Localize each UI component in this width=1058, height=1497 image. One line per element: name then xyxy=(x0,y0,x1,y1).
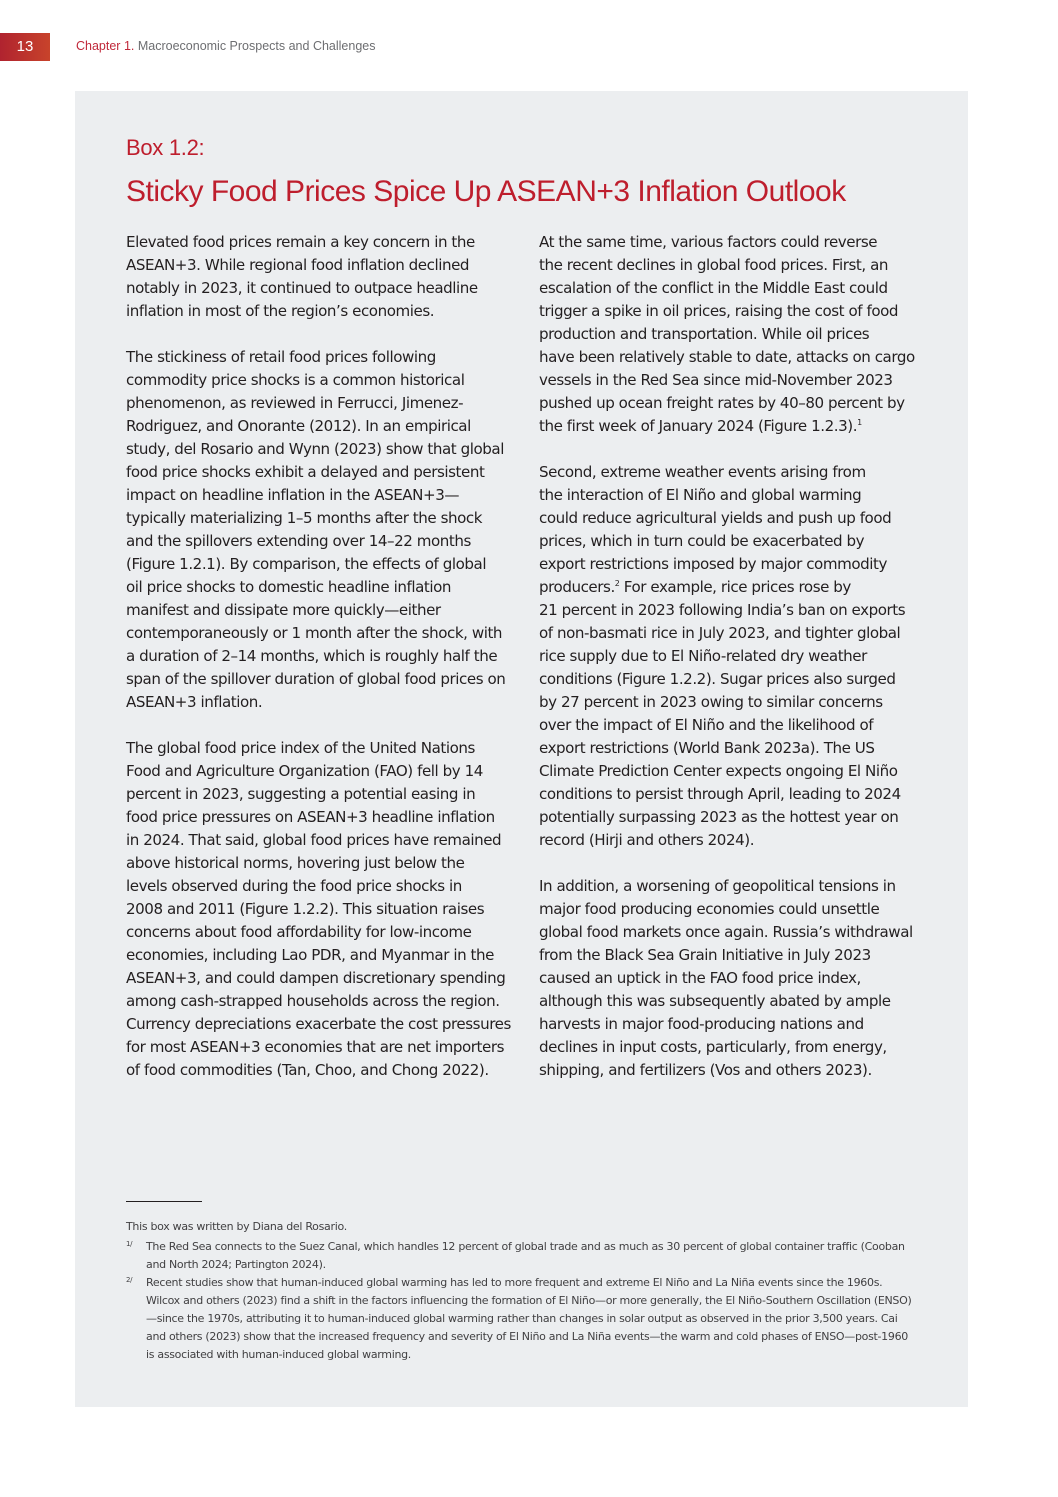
text-line: 2008 and 2011 (Figure 1.2.2). This situation raises xyxy=(126,900,485,918)
footnote-mark: 1/ xyxy=(126,1240,133,1248)
running-header xyxy=(76,39,375,53)
text-line: of non-basmati rice in July 2023, and tighter global xyxy=(539,624,901,642)
text-line: contemporaneously or 1 month after the shock, with xyxy=(126,624,503,642)
text-line: over the impact of El Niño and the likelihood of xyxy=(539,716,874,734)
author-credit: This box was written by Diana del Rosario. xyxy=(126,1220,347,1233)
text-line: span of the spillover duration of global food prices on xyxy=(126,670,506,688)
text-line: could reduce agricultural yields and push up food xyxy=(539,509,892,527)
text-line: conditions (Figure 1.2.2). Sugar prices also surged xyxy=(539,670,896,688)
text-line: At the same time, various factors could reverse xyxy=(539,233,878,251)
text-line: and the spillovers extending over 14–22 months xyxy=(126,532,471,550)
text-line: food price pressures on ASEAN+3 headline inflation xyxy=(126,808,495,826)
text-line: the interaction of El Niño and global warming xyxy=(539,486,862,504)
text-line: declines in input costs, particularly, from energy, xyxy=(539,1038,887,1056)
text-line: Climate Prediction Center expects ongoing El Niño xyxy=(539,762,898,780)
text-line: commodity price shocks is a common historical xyxy=(126,371,465,389)
text-line: ASEAN+3. While regional food inflation declined xyxy=(126,256,470,274)
text-line: oil price shocks to domestic headline inflation xyxy=(126,578,451,596)
text-line: in 2024. That said, global food prices have remained xyxy=(126,831,502,849)
left-column xyxy=(126,231,511,1105)
text-line: major food producing economies could unsettle xyxy=(539,900,880,918)
text-line: ASEAN+3, and could dampen discretionary spending xyxy=(126,969,506,987)
text-line: Rodriguez, and Onorante (2012). In an empirical xyxy=(126,417,471,435)
paragraph xyxy=(126,231,506,323)
text-line: Elevated food prices remain a key concern in the xyxy=(126,233,475,251)
text-line: above historical norms, hovering just below the xyxy=(126,854,465,872)
text-line: vessels in the Red Sea since mid-November 2023 xyxy=(539,371,893,389)
text-line: manifest and dissipate more quickly—either xyxy=(126,601,441,619)
text-line: The stickiness of retail food prices following xyxy=(126,348,436,366)
text-line: ASEAN+3 inflation. xyxy=(126,693,263,711)
text-line: conditions to persist through April, leading to 2024 xyxy=(539,785,901,803)
text-line: of food commodities (Tan, Choo, and Chong 2022). xyxy=(126,1061,489,1079)
text-line: escalation of the conflict in the Middle East could xyxy=(539,279,888,297)
text-line: have been relatively stable to date, attacks on cargo xyxy=(539,348,915,366)
text-line: by 27 percent in 2023 owing to similar concerns xyxy=(539,693,883,711)
text-line: In addition, a worsening of geopolitical tensions in xyxy=(539,877,896,895)
text-line: potentially surpassing 2023 as the hottest year on xyxy=(539,808,899,826)
text-line: the recent declines in global food prices. First, an xyxy=(539,256,889,274)
right-column xyxy=(539,231,915,1105)
text-line: a duration of 2–14 months, which is roughly half the xyxy=(126,647,498,665)
text-line: study, del Rosario and Wynn (2023) show that global xyxy=(126,440,504,458)
text-line: trigger a spike in oil prices, raising the cost of food xyxy=(539,302,899,320)
footnote-mark: 2/ xyxy=(126,1276,133,1284)
footnote-ref-2[interactable]: 2 xyxy=(614,579,620,588)
text-line: typically materializing 1–5 months after the shock xyxy=(126,509,483,527)
text-line: prices, which in turn could be exacerbated by xyxy=(539,532,865,550)
text-line: record (Hirji and others 2024). xyxy=(539,831,755,849)
text-line: Food and Agriculture Organization (FAO) fell by 14 xyxy=(126,762,483,780)
text-line: production and transportation. While oil prices xyxy=(539,325,870,343)
text-line: export restrictions imposed by major commodity xyxy=(539,555,887,573)
paragraph xyxy=(126,346,506,714)
footnote-divider xyxy=(126,1201,202,1202)
text-line: notably in 2023, it continued to outpace headline xyxy=(126,279,478,297)
chapter-label: Chapter 1. xyxy=(76,39,135,53)
text-line: (Figure 1.2.1). By comparison, the effects of global xyxy=(126,555,487,573)
text-line: percent in 2023, suggesting a potential easing in xyxy=(126,785,476,803)
text-line: concerns about food affordability for low-income xyxy=(126,923,472,941)
footnote-1: 1/ The Red Sea connects to the Suez Canal, which handles 12 percent of global trade and as much as 30 percent of global container traffic (Cooban and North 2024; Partington 2024). xyxy=(126,1238,916,1274)
footnote-2: 2/ Recent studies show that human-induced global warming has led to more frequent and extreme El Niño and La Niña events since the 1960s. Wilcox and others (2023) find a shift in the factors influencing the formation of El Niño—or more generally, the El Niño-Southern Oscillation (ENSO)—since the 1970s, attributing it to human-induced global warming rather than changes in solar output as observed in the prior 3,500 years. Cai and others (2023) show that the increased frequency and severity of El Niño and La Niña events—the warm and cold phases of ENSO—post-1960 is associated with human-induced global warming. xyxy=(126,1274,916,1364)
page-number: 13 xyxy=(0,33,50,61)
text-line: food price shocks exhibit a delayed and persistent xyxy=(126,463,485,481)
text-line: rice supply due to El Niño-related dry weather xyxy=(539,647,867,665)
text-line: The global food price index of the United Nations xyxy=(126,739,475,757)
text-line: Second, extreme weather events arising from xyxy=(539,463,866,481)
chapter-title: Macroeconomic Prospects and Challenges xyxy=(137,39,376,53)
text-line: Currency depreciations exacerbate the cost pressures xyxy=(126,1015,511,1033)
text-line: 21 percent in 2023 following India’s ban on exports xyxy=(539,601,906,619)
paragraph: At the same time, various factors could reverse the recent declines in global food prices. First, an escalation of the conflict in the Middle East could trigger a spike in oil prices, raising the cost of food production and transportation. While oil prices have been relatively stable to date, attacks on cargo vessels in the Red Sea since mid-November 2023 pushed up ocean freight rates by 40–80 percent by the first week of January 2024 (Figure 1.2.3).$^1$ xyxy=(539,233,915,435)
box-label: Box 1.2: xyxy=(126,135,205,160)
text-line: caused an uptick in the FAO food price index, xyxy=(539,969,861,987)
text-line: pushed up ocean freight rates by 40–80 percent by xyxy=(539,394,905,412)
footnotes xyxy=(126,1218,916,1364)
text-line: phenomenon, as reviewed in Ferrucci, Jimenez- xyxy=(126,394,464,412)
text-line: export restrictions (World Bank 2023a). The US xyxy=(539,739,875,757)
text-line: inflation in most of the region’s economies. xyxy=(126,302,435,320)
text-line: impact on headline inflation in the ASEAN+3— xyxy=(126,486,460,504)
text-line: among cash-strapped households across the region. xyxy=(126,992,500,1010)
text-line: levels observed during the food price shocks in xyxy=(126,877,462,895)
text-line: global food markets once again. Russia’s withdrawal xyxy=(539,923,913,941)
text-line: shipping, and fertilizers (Vos and others 2023). xyxy=(539,1061,872,1079)
box-1-2 xyxy=(75,91,968,1407)
footnote-ref-1[interactable]: 1 xyxy=(857,418,862,427)
text-line: from the Black Sea Grain Initiative in July 2023 xyxy=(539,946,871,964)
text-line: although this was subsequently abated by ample xyxy=(539,992,891,1010)
paragraph xyxy=(539,875,911,1082)
text-line: harvests in major food-producing nations and xyxy=(539,1015,864,1033)
text-line: for most ASEAN+3 economies that are net importers xyxy=(126,1038,505,1056)
text-line: economies, including Lao PDR, and Myanmar in the xyxy=(126,946,494,964)
box-title: Sticky Food Prices Spice Up ASEAN+3 Inflation Outlook xyxy=(126,175,846,208)
paragraph: Second, extreme weather events arising from the interaction of El Niño and global warming could reduce agricultural yields and push up food prices, which in turn could be exacerbated by export restrictions imposed by major commodity producers.$^2$ For example, rice prices rose by 21 percent in 2023 following India’s ban on exports of non-basmati rice in July 2023, and tighter global rice supply due to El Niño-related dry weather conditions (Figure 1.2.2). Sugar prices also surged by 27 percent in 2023 owing to similar concerns over the impact of El Niño and the likelihood of export restrictions (World Bank 2023a). The US Climate Prediction Center expects ongoing El Niño conditions to persist through April, leading to 2024 potentially surpassing 2023 as the hottest year on record (Hirji and others 2024). xyxy=(539,461,911,852)
paragraph xyxy=(126,737,511,1082)
